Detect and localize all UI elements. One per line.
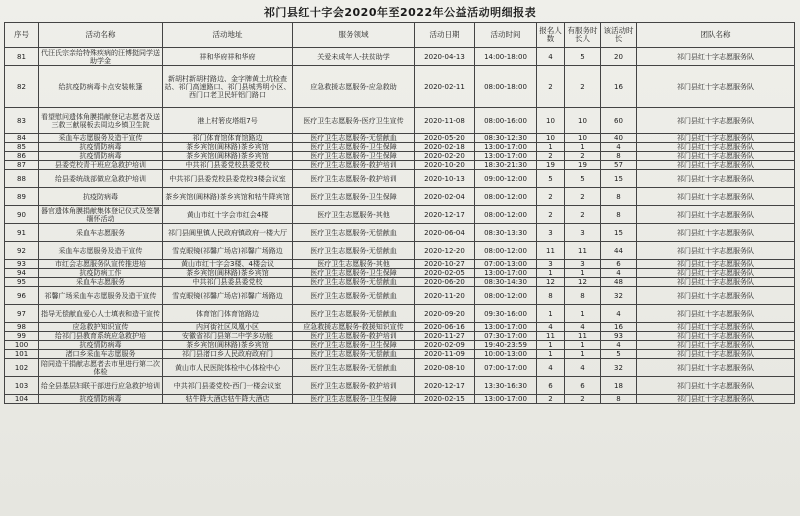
- cell-time: 08:00-12:00: [475, 242, 537, 260]
- cell-activity-name: 指导无偿献血爱心人士填表和造干宣传: [39, 305, 163, 323]
- cell-activity-name: 采血车志愿服务及造干宣传: [39, 134, 163, 143]
- cell-time: 14:00-18:00: [475, 48, 537, 66]
- header-activity-time: 活动时间: [475, 23, 537, 48]
- cell-hours: 8: [601, 152, 637, 161]
- cell-location: 黄山市人民医院体检中心体检中心: [163, 359, 293, 377]
- cell-hours: 60: [601, 108, 637, 134]
- cell-hours: 93: [601, 332, 637, 341]
- cell-date: 2020-02-04: [415, 188, 475, 206]
- cell-service-field: 医疗卫生志愿服务-其他: [293, 260, 415, 269]
- cell-hours: 32: [601, 359, 637, 377]
- table-row: [5, 323, 795, 332]
- cell-service-field: 医疗卫生志愿服务-医疗卫生宣传: [293, 108, 415, 134]
- table-row: [5, 242, 795, 260]
- activity-table: [4, 22, 795, 404]
- cell-date: 2020-12-17: [415, 206, 475, 224]
- cell-service-field: 医疗卫生志愿服务-无偿献血: [293, 350, 415, 359]
- cell-time: 18:30-21:30: [475, 161, 537, 170]
- cell-team-name: 祁门县红十字志愿服务队: [637, 269, 795, 278]
- cell-service-field: 医疗卫生志愿服务-无偿献血: [293, 305, 415, 323]
- cell-team-name: 祁门县红十字志愿服务队: [637, 350, 795, 359]
- cell-index: 83: [5, 108, 39, 134]
- cell-index: 81: [5, 48, 39, 66]
- cell-activity-name: 看望慰问遗体角膜捐献登记志愿者及送三救三献展板去周边乡镇卫生院: [39, 108, 163, 134]
- cell-time: 13:00-17:00: [475, 395, 537, 404]
- cell-date: 2020-10-27: [415, 260, 475, 269]
- cell-signups: 2: [537, 66, 565, 108]
- cell-index: 85: [5, 143, 39, 152]
- table-row: [5, 287, 795, 305]
- cell-hours: 16: [601, 323, 637, 332]
- cell-team-name: 祁门县红十字志愿服务队: [637, 359, 795, 377]
- cell-date: 2020-02-05: [415, 269, 475, 278]
- cell-team-name: 祁门县红十字志愿服务队: [637, 161, 795, 170]
- header-signups: 报名人数: [537, 23, 565, 48]
- cell-hours: 6: [601, 260, 637, 269]
- cell-location: 祁门县渚口乡人民政府政府门: [163, 350, 293, 359]
- table-body: [5, 48, 795, 404]
- cell-location: 祁门县阊里镇人民政府镇政府一楼大厅: [163, 224, 293, 242]
- cell-team-name: 祁门县红十字志愿服务队: [637, 323, 795, 332]
- cell-date: 2020-10-13: [415, 170, 475, 188]
- cell-hours: 48: [601, 278, 637, 287]
- cell-date: 2020-06-04: [415, 224, 475, 242]
- cell-signups: 2: [537, 395, 565, 404]
- cell-servers-with-hours: 2: [565, 66, 601, 108]
- table-row: [5, 108, 795, 134]
- cell-time: 07:00-13:00: [475, 260, 537, 269]
- cell-index: 82: [5, 66, 39, 108]
- cell-location: 体育馆门体育馆路边: [163, 305, 293, 323]
- cell-servers-with-hours: 1: [565, 143, 601, 152]
- cell-team-name: 祁门县红十字志愿服务队: [637, 377, 795, 395]
- cell-hours: 4: [601, 305, 637, 323]
- cell-date: 2020-04-13: [415, 48, 475, 66]
- cell-index: 100: [5, 341, 39, 350]
- cell-index: 88: [5, 170, 39, 188]
- cell-service-field: 医疗卫生志愿服务-无偿献血: [293, 242, 415, 260]
- cell-location: 雪克眼镜(祁馨广场店)祁馨广场路边: [163, 242, 293, 260]
- cell-index: 92: [5, 242, 39, 260]
- cell-time: 08:30-13:30: [475, 224, 537, 242]
- cell-date: 2020-11-09: [415, 350, 475, 359]
- cell-time: 08:30-12:30: [475, 134, 537, 143]
- cell-location: 中共祁门县委县委党校: [163, 278, 293, 287]
- cell-time: 13:00-17:00: [475, 152, 537, 161]
- table-row: [5, 188, 795, 206]
- cell-hours: 16: [601, 66, 637, 108]
- table-row: [5, 359, 795, 377]
- cell-activity-name: 采血车志愿服务: [39, 224, 163, 242]
- cell-team-name: 祁门县红十字志愿服务队: [637, 152, 795, 161]
- cell-team-name: 祁门县红十字志愿服务队: [637, 260, 795, 269]
- cell-signups: 3: [537, 260, 565, 269]
- cell-service-field: 医疗卫生志愿服务-救护培训: [293, 332, 415, 341]
- cell-date: 2020-11-27: [415, 332, 475, 341]
- cell-location: 港上村箬皮塔组7号: [163, 108, 293, 134]
- header-activity-location: 活动地址: [163, 23, 293, 48]
- cell-time: 08:00-12:00: [475, 206, 537, 224]
- cell-signups: 4: [537, 323, 565, 332]
- cell-time: 13:00-17:00: [475, 269, 537, 278]
- cell-team-name: 祁门县红十字志愿服务队: [637, 395, 795, 404]
- table-row: [5, 48, 795, 66]
- cell-activity-name: 陪同造干捐献志愿者去市里进行第二次体检: [39, 359, 163, 377]
- cell-location: 祁门体育馆体育馆路边: [163, 134, 293, 143]
- cell-index: 95: [5, 278, 39, 287]
- cell-servers-with-hours: 2: [565, 188, 601, 206]
- table-row: [5, 332, 795, 341]
- cell-servers-with-hours: 4: [565, 359, 601, 377]
- cell-signups: 1: [537, 350, 565, 359]
- cell-team-name: 祁门县红十字志愿服务队: [637, 287, 795, 305]
- cell-location: 中共祁门县委党校-西门一楼会议室: [163, 377, 293, 395]
- cell-date: 2020-05-20: [415, 134, 475, 143]
- cell-index: 103: [5, 377, 39, 395]
- header-activity-hours: 该活动时长: [601, 23, 637, 48]
- cell-servers-with-hours: 4: [565, 323, 601, 332]
- cell-index: 91: [5, 224, 39, 242]
- cell-activity-name: 抗疫防病毒: [39, 188, 163, 206]
- cell-index: 99: [5, 332, 39, 341]
- cell-activity-name: 渚口乡采血车志愿服务: [39, 350, 163, 359]
- cell-activity-name: 抗疫情防病毒: [39, 152, 163, 161]
- cell-servers-with-hours: 8: [565, 287, 601, 305]
- cell-date: 2020-09-20: [415, 305, 475, 323]
- cell-time: 13:00-17:00: [475, 323, 537, 332]
- table-row: [5, 395, 795, 404]
- cell-hours: 4: [601, 341, 637, 350]
- cell-index: 102: [5, 359, 39, 377]
- cell-hours: 5: [601, 350, 637, 359]
- cell-team-name: 祁门县红十字志愿服务队: [637, 188, 795, 206]
- cell-hours: 20: [601, 48, 637, 66]
- table-row: [5, 350, 795, 359]
- header-servers-with-hours: 有服务时长人: [565, 23, 601, 48]
- cell-hours: 15: [601, 170, 637, 188]
- cell-location: 中共祁门县委党校县委党校3楼会议室: [163, 170, 293, 188]
- cell-location: 祥和华府祥和华府: [163, 48, 293, 66]
- cell-service-field: 医疗卫生志愿服务-其他: [293, 206, 415, 224]
- cell-service-field: 医疗卫生志愿服务-无偿献血: [293, 287, 415, 305]
- cell-time: 13:30-16:30: [475, 377, 537, 395]
- cell-servers-with-hours: 11: [565, 332, 601, 341]
- cell-hours: 4: [601, 143, 637, 152]
- header-index: 序号: [5, 23, 39, 48]
- cell-hours: 18: [601, 377, 637, 395]
- cell-service-field: 医疗卫生志愿服务-救护培训: [293, 170, 415, 188]
- cell-date: 2020-06-16: [415, 323, 475, 332]
- cell-servers-with-hours: 5: [565, 170, 601, 188]
- cell-index: 93: [5, 260, 39, 269]
- cell-index: 86: [5, 152, 39, 161]
- cell-service-field: 医疗卫生志愿服务-无偿献血: [293, 224, 415, 242]
- cell-service-field: 医疗卫生志愿服务-卫生保障: [293, 152, 415, 161]
- table-row: [5, 269, 795, 278]
- cell-location: 茶乡宾馆(阊林路)茶乡宾馆和牯牛降宾馆: [163, 188, 293, 206]
- table-row: [5, 260, 795, 269]
- cell-date: 2020-02-18: [415, 143, 475, 152]
- cell-team-name: 祁门县红十字志愿服务队: [637, 143, 795, 152]
- cell-servers-with-hours: 1: [565, 350, 601, 359]
- cell-servers-with-hours: 1: [565, 341, 601, 350]
- cell-location: 茶乡宾馆(阊林路)茶乡宾馆: [163, 143, 293, 152]
- table-row: [5, 170, 795, 188]
- cell-team-name: 祁门县红十字志愿服务队: [637, 332, 795, 341]
- table-row: [5, 278, 795, 287]
- cell-signups: 8: [537, 287, 565, 305]
- cell-servers-with-hours: 2: [565, 395, 601, 404]
- cell-service-field: 医疗卫生志愿服务-卫生保障: [293, 269, 415, 278]
- cell-activity-name: 器官遗体角膜捐献集体登记仪式及签署缅怀活动: [39, 206, 163, 224]
- cell-hours: 57: [601, 161, 637, 170]
- cell-signups: 2: [537, 206, 565, 224]
- cell-hours: 44: [601, 242, 637, 260]
- cell-team-name: 祁门县红十字志愿服务队: [637, 206, 795, 224]
- cell-team-name: 祁门县红十字志愿服务队: [637, 341, 795, 350]
- cell-team-name: 祁门县红十字志愿服务队: [637, 242, 795, 260]
- cell-service-field: 医疗卫生志愿服务-卫生保障: [293, 395, 415, 404]
- cell-servers-with-hours: 10: [565, 134, 601, 143]
- cell-date: 2020-10-20: [415, 161, 475, 170]
- cell-signups: 1: [537, 305, 565, 323]
- cell-service-field: 医疗卫生志愿服务-卫生保障: [293, 143, 415, 152]
- cell-servers-with-hours: 1: [565, 305, 601, 323]
- cell-hours: 8: [601, 206, 637, 224]
- cell-servers-with-hours: 11: [565, 242, 601, 260]
- cell-index: 90: [5, 206, 39, 224]
- cell-time: 08:00-16:00: [475, 108, 537, 134]
- cell-activity-name: 抗疫情防病毒: [39, 395, 163, 404]
- report-title: 祁门县红十字会2020年至2022年公益活动明细报表: [263, 6, 537, 19]
- cell-signups: 1: [537, 269, 565, 278]
- table-row: [5, 143, 795, 152]
- cell-index: 98: [5, 323, 39, 332]
- table-header-row: [5, 23, 795, 48]
- cell-time: 08:00-12:00: [475, 287, 537, 305]
- cell-service-field: 医疗卫生志愿服务-救护培训: [293, 377, 415, 395]
- cell-location: 黄山市红十字会3楼、4楼会议: [163, 260, 293, 269]
- cell-servers-with-hours: 2: [565, 152, 601, 161]
- table-row: [5, 341, 795, 350]
- cell-activity-name: 给抗疫防病毒卡点安装帐篷: [39, 66, 163, 108]
- cell-service-field: 医疗卫生志愿服务-无偿献血: [293, 278, 415, 287]
- table-row: [5, 206, 795, 224]
- cell-location: 内河街社区凤凰小区: [163, 323, 293, 332]
- table-row: [5, 377, 795, 395]
- cell-index: 87: [5, 161, 39, 170]
- table-row: [5, 152, 795, 161]
- cell-date: 2020-02-20: [415, 152, 475, 161]
- cell-team-name: 祁门县红十字志愿服务队: [637, 66, 795, 108]
- cell-location: 黄山市红十字会市红会4楼: [163, 206, 293, 224]
- cell-team-name: 祁门县红十字志愿服务队: [637, 134, 795, 143]
- cell-index: 94: [5, 269, 39, 278]
- cell-time: 07:30-17:00: [475, 332, 537, 341]
- cell-team-name: 祁门县红十字志愿服务队: [637, 108, 795, 134]
- cell-hours: 8: [601, 395, 637, 404]
- cell-activity-name: 采血车志愿服务: [39, 278, 163, 287]
- cell-signups: 4: [537, 359, 565, 377]
- cell-location: 新胡村新胡村路边、金字牌黄土坑检查站、祁门高速路口、祁门县城秀明小区、西门口老卫民轩铝门路口: [163, 66, 293, 108]
- table-row: [5, 161, 795, 170]
- cell-signups: 11: [537, 332, 565, 341]
- cell-date: 2020-06-20: [415, 278, 475, 287]
- header-activity-date: 活动日期: [415, 23, 475, 48]
- cell-activity-name: 给祁门县教育系统应急救护培: [39, 332, 163, 341]
- cell-servers-with-hours: 19: [565, 161, 601, 170]
- cell-location: 茶乡宾馆(阊林路)茶乡宾馆: [163, 341, 293, 350]
- cell-team-name: 祁门县红十字志愿服务队: [637, 48, 795, 66]
- cell-location: 中共祁门县委党校县委党校: [163, 161, 293, 170]
- cell-location: 雪克眼镜(祁馨广场店)祁馨广场路边: [163, 287, 293, 305]
- cell-signups: 1: [537, 143, 565, 152]
- cell-date: 2020-12-17: [415, 377, 475, 395]
- cell-activity-name: 给全县基层妇联干部进行应急救护培训: [39, 377, 163, 395]
- cell-signups: 11: [537, 242, 565, 260]
- cell-time: 10:00-13:00: [475, 350, 537, 359]
- cell-index: 84: [5, 134, 39, 143]
- cell-hours: 40: [601, 134, 637, 143]
- cell-date: 2020-02-09: [415, 341, 475, 350]
- cell-activity-name: 抗疫情防病毒: [39, 143, 163, 152]
- cell-index: 96: [5, 287, 39, 305]
- cell-team-name: 祁门县红十字志愿服务队: [637, 278, 795, 287]
- cell-service-field: 医疗卫生志愿服务-救护培训: [293, 161, 415, 170]
- cell-date: 2020-02-15: [415, 395, 475, 404]
- cell-team-name: 祁门县红十字志愿服务队: [637, 170, 795, 188]
- cell-time: 09:30-16:00: [475, 305, 537, 323]
- cell-servers-with-hours: 3: [565, 224, 601, 242]
- cell-time: 08:00-18:00: [475, 66, 537, 108]
- cell-time: 09:00-12:00: [475, 170, 537, 188]
- cell-signups: 10: [537, 134, 565, 143]
- table-row: [5, 305, 795, 323]
- cell-time: 13:00-17:00: [475, 143, 537, 152]
- cell-service-field: 关爱未成年人-扶贫助学: [293, 48, 415, 66]
- cell-activity-name: 抗疫情防病毒: [39, 341, 163, 350]
- cell-date: 2020-02-11: [415, 66, 475, 108]
- cell-index: 104: [5, 395, 39, 404]
- cell-signups: 1: [537, 341, 565, 350]
- cell-hours: 32: [601, 287, 637, 305]
- cell-service-field: 医疗卫生志愿服务-无偿献血: [293, 359, 415, 377]
- cell-signups: 4: [537, 48, 565, 66]
- cell-date: 2020-08-10: [415, 359, 475, 377]
- cell-index: 101: [5, 350, 39, 359]
- cell-date: 2020-11-20: [415, 287, 475, 305]
- cell-location: 安徽省祁门县第二中学多功能: [163, 332, 293, 341]
- cell-hours: 15: [601, 224, 637, 242]
- cell-service-field: 医疗卫生志愿服务-卫生保障: [293, 188, 415, 206]
- cell-service-field: 应急救援志愿服务-应急救助: [293, 66, 415, 108]
- cell-date: 2020-12-20: [415, 242, 475, 260]
- cell-service-field: 医疗卫生志愿服务-卫生保障: [293, 341, 415, 350]
- header-service-field: 服务领域: [293, 23, 415, 48]
- cell-activity-name: 采血车志愿服务及造干宣传: [39, 242, 163, 260]
- cell-signups: 10: [537, 108, 565, 134]
- cell-signups: 3: [537, 224, 565, 242]
- cell-activity-name: 抗疫防病工作: [39, 269, 163, 278]
- table-row: [5, 224, 795, 242]
- cell-signups: 2: [537, 152, 565, 161]
- cell-hours: 4: [601, 269, 637, 278]
- cell-activity-name: 代汪氏宗亲给特殊疾病的汪博挺同学送助学金: [39, 48, 163, 66]
- cell-signups: 19: [537, 161, 565, 170]
- cell-activity-name: 市红会志愿服务队宣传推进培: [39, 260, 163, 269]
- cell-servers-with-hours: 12: [565, 278, 601, 287]
- cell-location: 茶乡宾馆(阊林路)茶乡宾馆: [163, 152, 293, 161]
- cell-servers-with-hours: 1: [565, 269, 601, 278]
- table-row: [5, 66, 795, 108]
- cell-hours: 8: [601, 188, 637, 206]
- cell-date: 2020-11-08: [415, 108, 475, 134]
- cell-index: 89: [5, 188, 39, 206]
- cell-service-field: 医疗卫生志愿服务-无偿献血: [293, 134, 415, 143]
- cell-time: 08:00-12:00: [475, 188, 537, 206]
- cell-servers-with-hours: 3: [565, 260, 601, 269]
- cell-time: 08:30-14:30: [475, 278, 537, 287]
- cell-location: 牯牛降大酒店牯牛降大酒店: [163, 395, 293, 404]
- cell-service-field: 应急救援志愿服务-救援知识宣传: [293, 323, 415, 332]
- cell-servers-with-hours: 2: [565, 206, 601, 224]
- cell-team-name: 祁门县红十字志愿服务队: [637, 305, 795, 323]
- table-row: [5, 134, 795, 143]
- cell-servers-with-hours: 10: [565, 108, 601, 134]
- cell-time: 07:00-17:00: [475, 359, 537, 377]
- cell-activity-name: 县委党校青干班应急救护培训: [39, 161, 163, 170]
- cell-servers-with-hours: 5: [565, 48, 601, 66]
- cell-activity-name: 祁馨广场采血车志愿服务及造干宣传: [39, 287, 163, 305]
- header-activity-name: 活动名称: [39, 23, 163, 48]
- cell-location: 茶乡宾馆(阊林路)茶乡宾馆: [163, 269, 293, 278]
- cell-signups: 5: [537, 170, 565, 188]
- cell-activity-name: 应急救护知识宣传: [39, 323, 163, 332]
- cell-index: 97: [5, 305, 39, 323]
- header-team-name: 团队名称: [637, 23, 795, 48]
- cell-time: 19:40-23:59: [475, 341, 537, 350]
- cell-team-name: 祁门县红十字志愿服务队: [637, 224, 795, 242]
- cell-signups: 12: [537, 278, 565, 287]
- cell-signups: 6: [537, 377, 565, 395]
- cell-activity-name: 给县委统战部做应急救护培训: [39, 170, 163, 188]
- cell-signups: 2: [537, 188, 565, 206]
- cell-servers-with-hours: 6: [565, 377, 601, 395]
